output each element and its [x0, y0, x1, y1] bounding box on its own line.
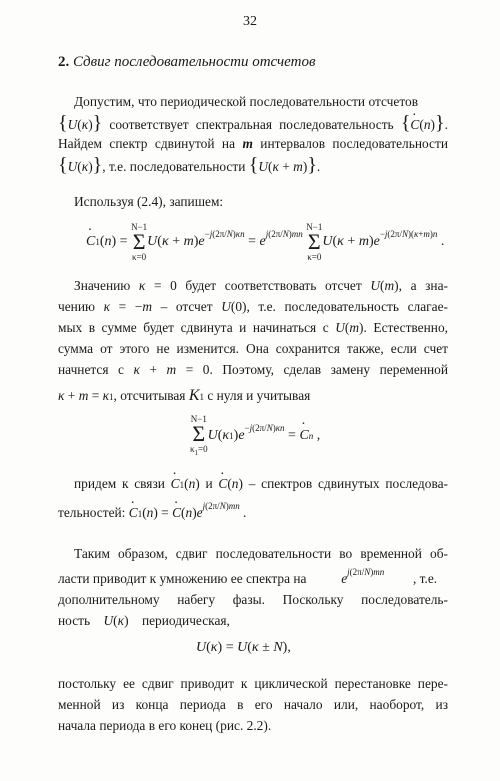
paragraph-line: мых в сумме будет сдвинута и начинаться с U(m). Естественно, [58, 320, 448, 335]
section-number: 2. [58, 54, 70, 70]
paragraph-line: κ + m = κ1, отсчитывая Κ1 с нуля и учитывая [58, 387, 311, 404]
paragraph-line: постольку ее сдвиг приводит к циклической перестановке пере- [58, 676, 448, 691]
equation-renamed-sum: N−1 Σ $\kappa_1=0U(\kappa 1)e^{-j(2\pi/N)\kappa n}$ = · Cn , [190, 414, 320, 458]
paragraph-line: {U(κ)}, т.е. последовательности {U(κ + m)}. [58, 154, 321, 176]
paragraph-line: дополнительному набегу фазы. Поскольку последователь- [58, 592, 448, 607]
paragraph-line: чению κ = −m – отсчет U(0), т.е. последовательность слагае- [58, 299, 448, 314]
paragraph-line: Допустим, что периодической последовательности отсчетов [74, 94, 419, 109]
paragraph-line: {U(κ)} соответствует спектральная последовательность {· C(n)}. [58, 113, 448, 135]
paragraph-line: Значению κ = 0 будет соответствовать отсчет U(m), а зна- [74, 278, 448, 293]
paragraph-line: сумма от этого не изменится. Она сохранится также, если счет [58, 341, 448, 356]
equation-shift-spectrum: · C1(n) = N−1 Σ $\kappa=0U(\kappa + m)e^{-j(2\pi/N)\kappa n} = e^{j(2\pi/N)mn}$ N−1 Σ $\kappa=0U(\kappa + m)e^{-j(2\pi/N)(\kappa+m)n}$ . [86, 222, 444, 262]
paragraph-line: начала периода в его конец (рис. 2.2). [58, 718, 272, 733]
section-title: Сдвиг последовательности отсчетов [73, 54, 316, 70]
paragraph-line: менной из конца периода в его начало или, наоборот, из [58, 697, 448, 712]
paragraph-line: придем к связи · C1(n) и · C(n) – спектров сдвинутых последова- [74, 474, 448, 495]
paragraph-line: Найдем спектр сдвинутой на m интервалов последовательности [58, 136, 448, 151]
paragraph-line: начнется с κ + m = 0. Поэтому, сделав замену переменной [58, 362, 448, 377]
paragraph-line: тельностей: · C1(n) = · $C(n)e^{j(2\pi/N)mn}$ . [58, 503, 448, 524]
section-heading [58, 54, 315, 71]
paragraph-line: ность U(κ) периодическая, [58, 613, 230, 628]
paragraph-line: ласти приводит к умножению ее спектра на $e^{j(2\pi/N)mn}$ , т.е. [58, 567, 438, 586]
page-number: 32 [243, 14, 257, 29]
paragraph-line: Используя (2.4), запишем: [74, 194, 224, 209]
paragraph-line: Таким образом, сдвиг последовательности во временной об- [74, 546, 448, 561]
equation-periodicity: U(κ) = U(κ ± N), [196, 640, 291, 655]
